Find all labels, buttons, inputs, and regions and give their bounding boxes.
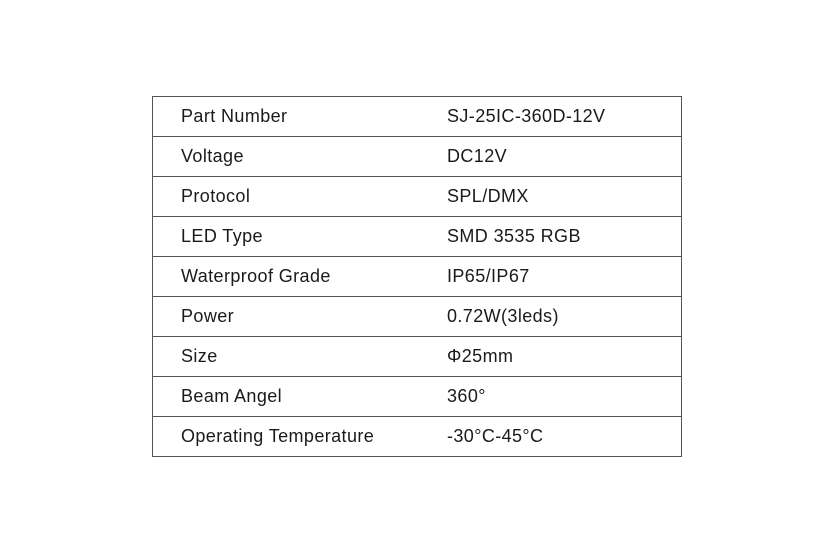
spec-label: Part Number xyxy=(153,97,448,137)
spec-value: SMD 3535 RGB xyxy=(447,217,682,257)
spec-label: Power xyxy=(153,297,448,337)
spec-label: Size xyxy=(153,337,448,377)
spec-label: Beam Angel xyxy=(153,377,448,417)
table-row xyxy=(153,297,682,337)
spec-value: SJ-25IC-360D-12V xyxy=(447,97,682,137)
spec-value: IP65/IP67 xyxy=(447,257,682,297)
table-row xyxy=(153,97,682,137)
spec-value: -30°C-45°C xyxy=(447,426,544,446)
table-row xyxy=(153,417,682,457)
spec-label: Waterproof Grade xyxy=(153,257,448,297)
spec-value: SPL/DMX xyxy=(447,177,682,217)
spec-value: DC12V xyxy=(447,137,682,177)
table-row xyxy=(153,177,682,217)
spec-label: LED Type xyxy=(153,217,448,257)
table-row xyxy=(153,137,682,177)
spec-label: Protocol xyxy=(153,177,448,217)
spec-value: 0.72W(3leds) xyxy=(447,297,682,337)
spec-value: Φ25mm xyxy=(447,337,682,377)
table-row xyxy=(153,377,682,417)
spec-label: Voltage xyxy=(153,137,448,177)
table-row xyxy=(153,257,682,297)
spec-table xyxy=(152,96,682,457)
spec-label: Operating Temperature xyxy=(181,426,375,446)
spec-value: 360° xyxy=(447,377,682,417)
table-row xyxy=(153,337,682,377)
table-row xyxy=(153,217,682,257)
